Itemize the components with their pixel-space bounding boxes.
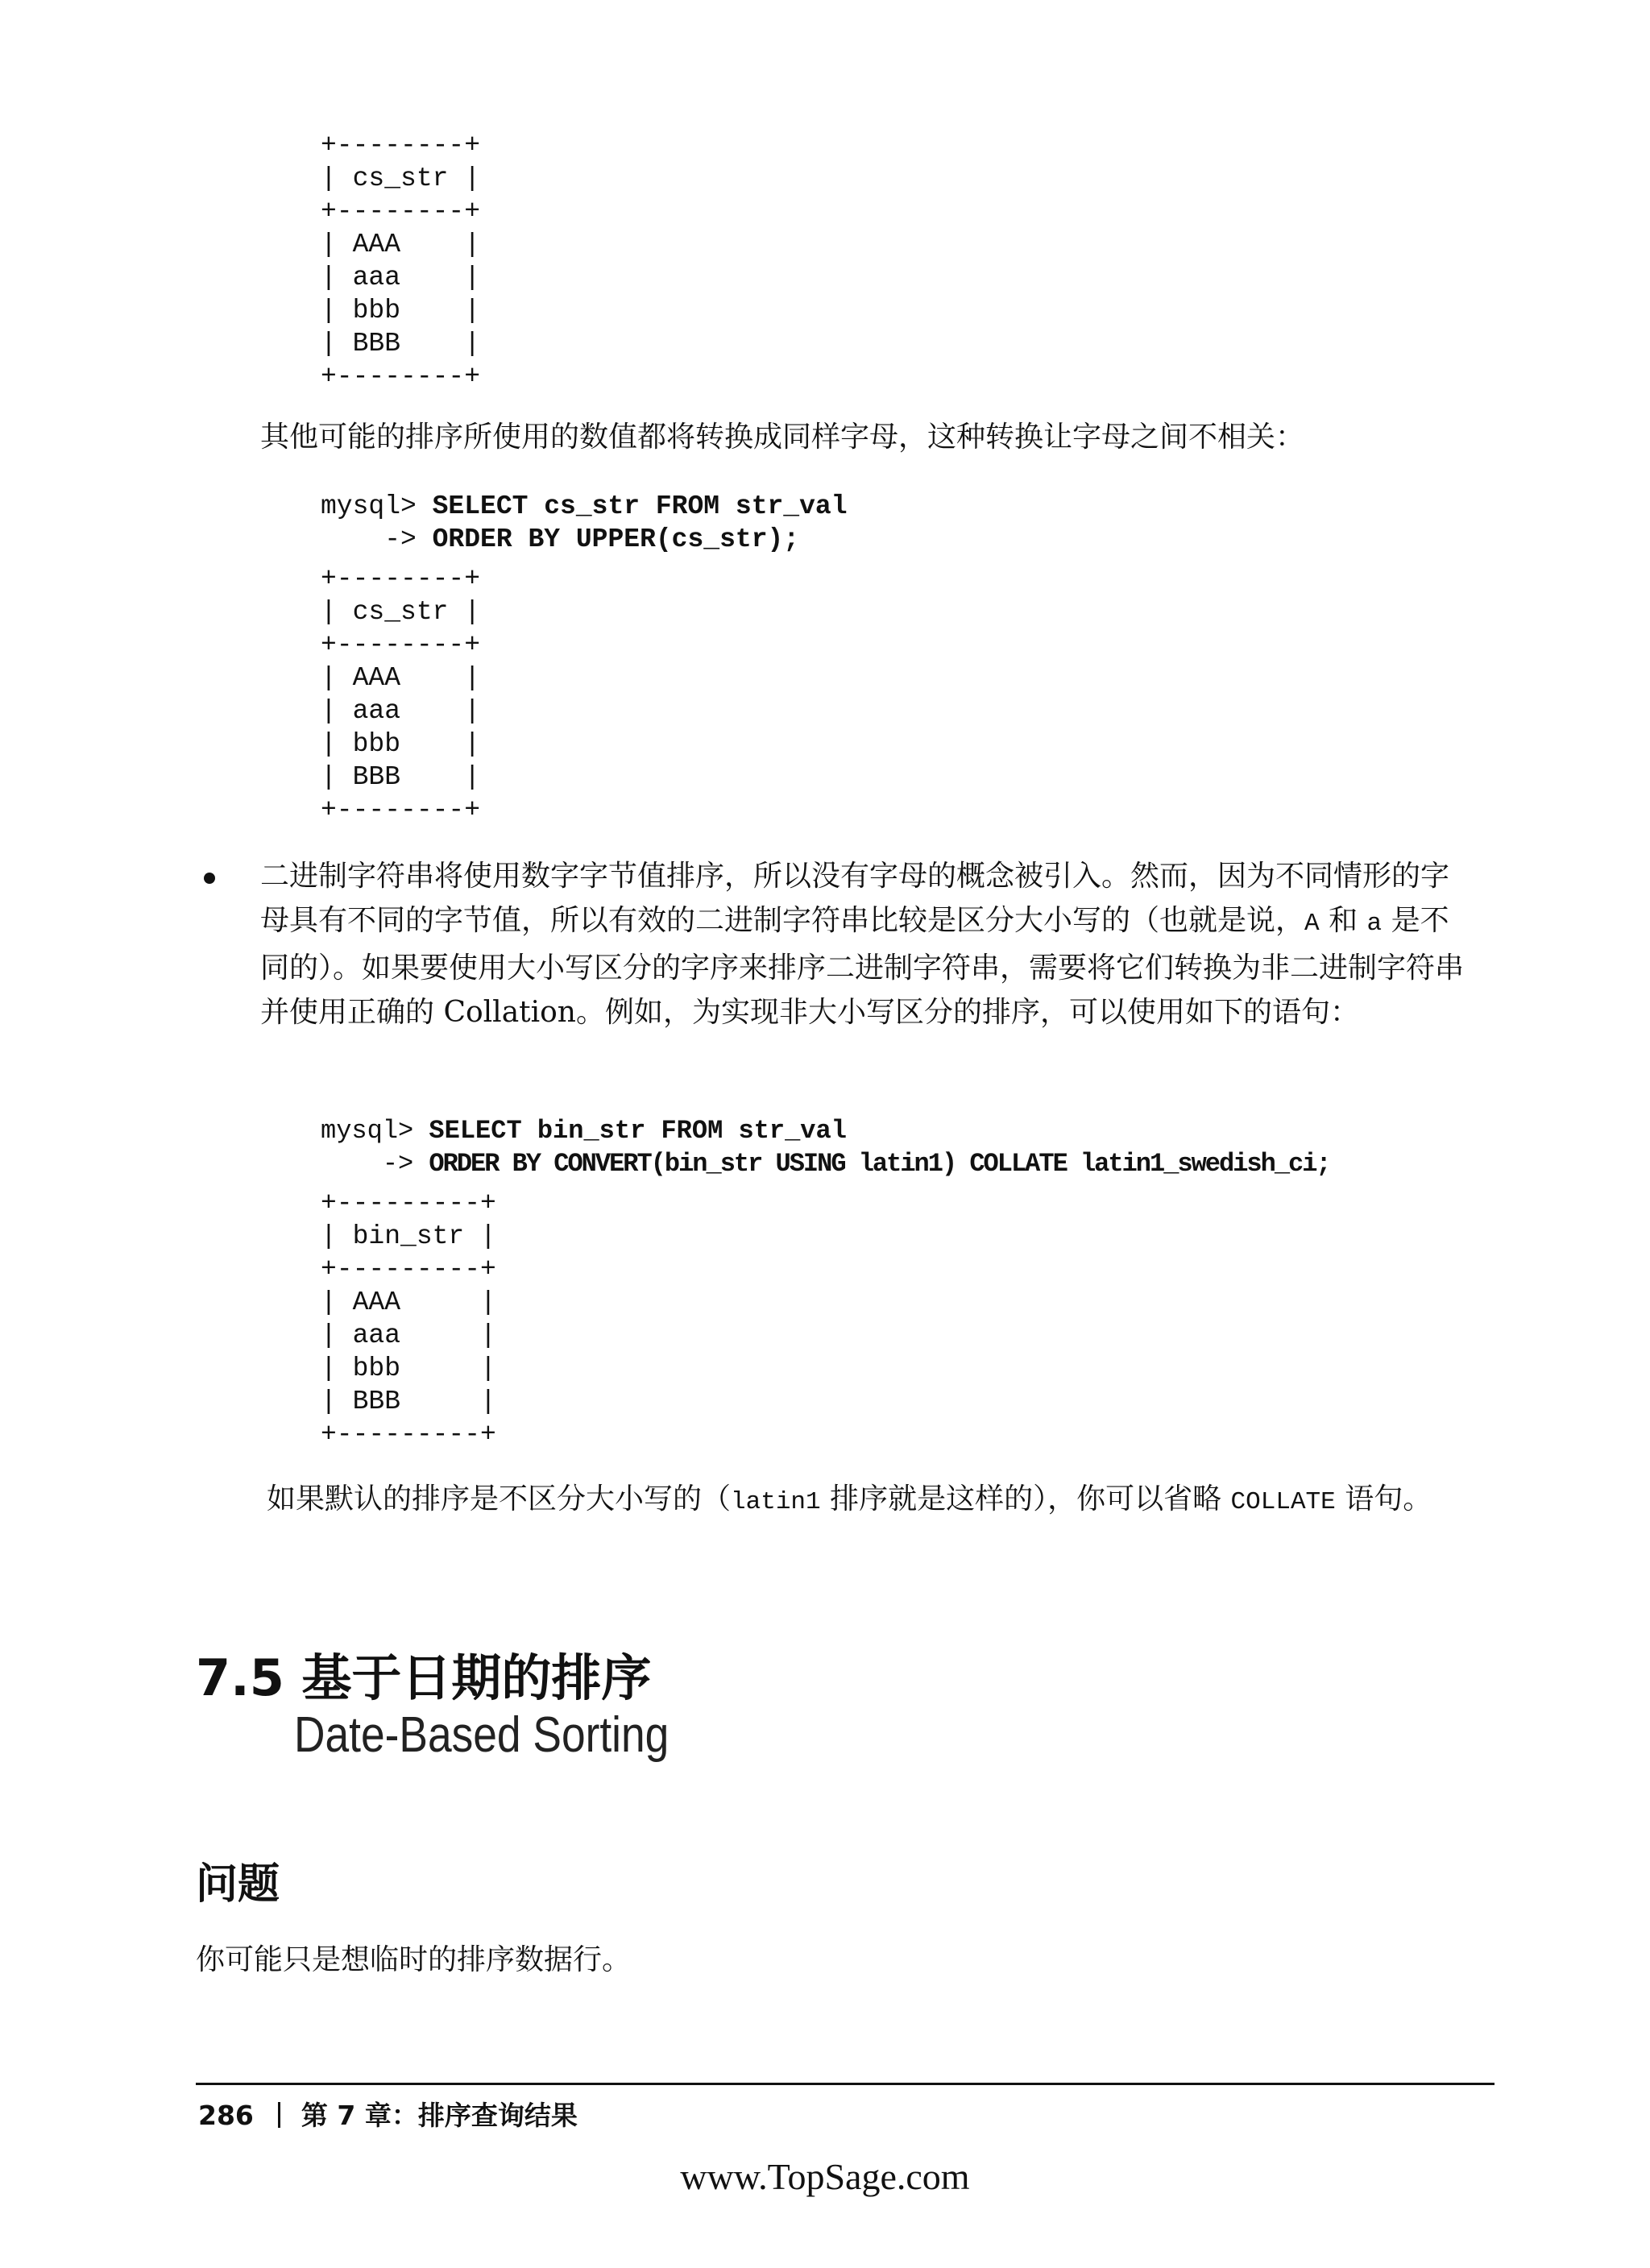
table-border: +---------+	[321, 1254, 496, 1284]
table-header: | bin_str |	[321, 1221, 496, 1251]
sql-line: ORDER BY UPPER(cs_str);	[432, 525, 800, 554]
table-row: | aaa |	[321, 263, 481, 292]
table-row: | AAA |	[321, 663, 481, 693]
table-row: | aaa |	[321, 696, 481, 726]
result-table-1	[321, 129, 480, 393]
chapter-title: 第 7 章：排序查询结果	[301, 2100, 578, 2131]
paragraph-binary-strings	[260, 854, 1469, 1034]
mysql-prompt: mysql>	[321, 491, 433, 521]
text-span: 和	[1319, 904, 1367, 937]
problem-heading: 问题	[196, 1860, 280, 1909]
text-span: 排序就是这样的），你可以省略	[820, 1482, 1231, 1515]
table-border: +--------+	[321, 131, 481, 160]
website-watermark: www.TopSage.com	[680, 2156, 970, 2197]
paragraph-case-conversion: 其他可能的排序所使用的数值都将转换成同样字母，这种转换让字母之间不相关：	[260, 421, 1305, 454]
sql-query-2	[321, 490, 848, 556]
inline-code: A	[1304, 910, 1320, 938]
page-number: 286	[198, 2100, 254, 2131]
table-border: +--------+	[321, 630, 481, 660]
paragraph-collate-note	[267, 1477, 1475, 1524]
sql-query-3	[321, 1114, 1330, 1180]
table-border: +---------+	[321, 1188, 496, 1218]
table-row: | BBB |	[321, 762, 481, 792]
footer-divider	[196, 2083, 1495, 2085]
table-border: +--------+	[321, 564, 481, 594]
mysql-prompt: mysql>	[321, 1116, 429, 1146]
table-header: | cs_str |	[321, 597, 481, 627]
inline-code: COLLATE	[1230, 1488, 1336, 1516]
text-span: 二进制字符串将使用数字字节值排序，所以没有字母的概念被引入。然而，因为不同情形的字母具有不同的字节值，所以有效的二进制字符串比较是区分大小写的（也就是说，	[260, 860, 1450, 937]
table-row: | AAA |	[321, 230, 481, 259]
section-subtitle: Date-Based Sorting	[294, 1707, 670, 1763]
table-border: +--------+	[321, 362, 481, 392]
text-span: 语句。	[1335, 1482, 1432, 1515]
page-footer	[198, 2095, 578, 2133]
sql-line: ORDER BY CONVERT(bin_str USING latin1) COLLATE latin1_swedish_ci;	[429, 1149, 1330, 1179]
result-table-2	[321, 562, 480, 827]
table-row: | bbb |	[321, 729, 481, 759]
inline-code: a	[1366, 910, 1383, 938]
table-border: +--------+	[321, 197, 481, 226]
sql-line: SELECT cs_str FROM str_val	[432, 491, 848, 521]
table-border: +--------+	[321, 795, 481, 825]
table-row: | bbb |	[321, 1354, 496, 1383]
table-row: | aaa |	[321, 1321, 496, 1350]
text-span: 如果默认的排序是不区分大小写的（	[267, 1482, 732, 1515]
table-row: | bbb |	[321, 296, 481, 325]
bullet-point	[204, 873, 215, 884]
footer-separator	[278, 2102, 280, 2128]
sql-line: SELECT bin_str FROM str_val	[429, 1116, 847, 1146]
table-row: | AAA |	[321, 1287, 496, 1317]
result-table-3	[321, 1187, 496, 1451]
continuation-prompt: ->	[321, 525, 433, 554]
table-header: | cs_str |	[321, 164, 481, 193]
section-heading: 7.5 基于日期的排序	[196, 1648, 652, 1707]
table-border: +---------+	[321, 1420, 496, 1449]
problem-text: 你可能只是想临时的排序数据行。	[196, 1943, 632, 1976]
table-row: | BBB |	[321, 1387, 496, 1416]
inline-code: latin1	[731, 1488, 821, 1516]
text-span: 是不同的）。如果要使用大小写区分的字序来排序二进制字符串，需要将它们转换为非二进制字符串并使用正确的 Collation。例如，为实现非大小写区分的排序，可以使用如下的语句：	[260, 904, 1465, 1029]
table-row: | BBB |	[321, 329, 481, 359]
continuation-prompt: ->	[321, 1149, 429, 1179]
